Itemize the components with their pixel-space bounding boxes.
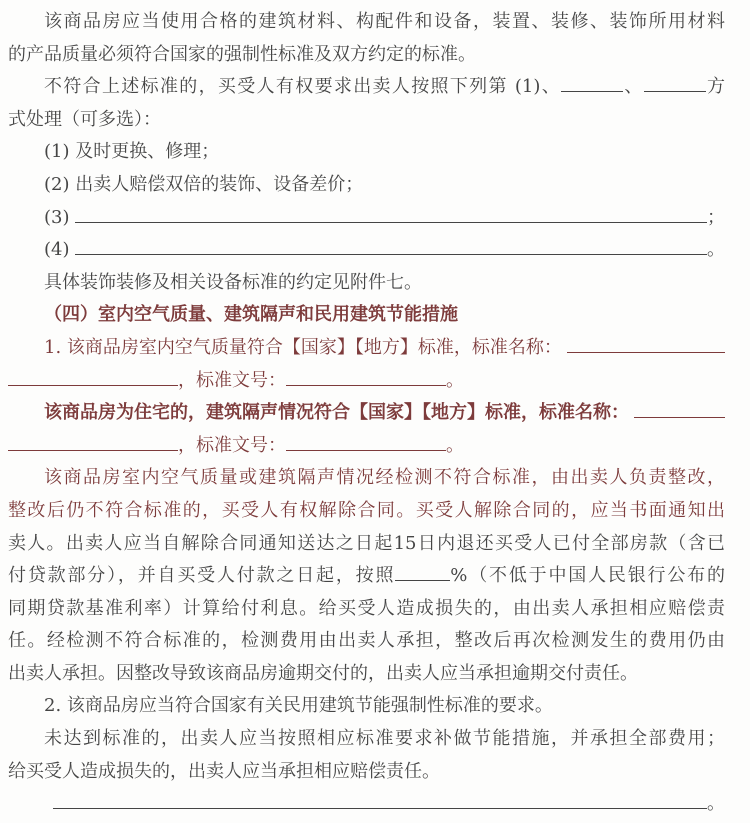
text-run: 该商品房室内空气质量或建筑隔声情况经检测不符合标准，由出卖人负责整改， xyxy=(44,467,725,489)
blank-underline xyxy=(286,367,446,385)
text-run: (1) 及时更换、修理； xyxy=(44,141,220,163)
document-line xyxy=(8,690,725,723)
text-run: 1. 该商品房室内空气质量符合【国家】【地方】标准，标准名称： xyxy=(44,336,562,358)
text-run: 式处理（可多选）： xyxy=(8,108,161,130)
document-line xyxy=(8,788,725,821)
document-line xyxy=(8,71,725,104)
document-line xyxy=(8,365,725,398)
text-run: 同期贷款基准利率）计算给付利息。给买受人造成损失的，由出卖人承担相应赔偿责 xyxy=(8,597,725,619)
text-run: ； xyxy=(707,206,725,228)
text-run: 2. 该商品房应当符合国家有关民用建筑节能强制性标准的要求。 xyxy=(44,695,553,717)
document-line xyxy=(8,462,725,495)
blank-underline xyxy=(395,563,450,581)
document-line xyxy=(8,593,725,626)
text-run: 方 xyxy=(705,76,726,98)
document-line xyxy=(8,430,725,463)
blank-underline xyxy=(634,400,725,418)
document-line xyxy=(8,267,725,300)
document-line xyxy=(8,6,725,39)
text-run: 该商品房应当使用合格的建筑材料、构配件和设备，装置、装修、装饰所用材料 xyxy=(44,11,725,32)
document-line xyxy=(8,560,725,593)
text-run: 不符合上述标准的，买受人有权要求出卖人按照下列第 (1)、 xyxy=(44,76,562,98)
text-run: (2) 出卖人赔偿双倍的装饰、设备差价； xyxy=(44,173,364,195)
blank-underline xyxy=(8,367,178,385)
document-line xyxy=(8,723,725,756)
text-run: 。 xyxy=(707,239,725,261)
blank-underline xyxy=(561,74,623,92)
text-run: 。 xyxy=(707,793,725,815)
document-line xyxy=(8,136,725,169)
document-line xyxy=(8,299,725,332)
document-line xyxy=(8,528,725,561)
text-run: 任。经检测不符合标准的，检测费用由出卖人承担，整改后再次检测发生的费用仍由 xyxy=(8,630,725,652)
blank-underline xyxy=(8,433,178,451)
document-line xyxy=(8,332,725,365)
blank-underline xyxy=(286,433,446,451)
text-run: ，标准文号： xyxy=(178,369,286,391)
document-line xyxy=(8,234,725,267)
text-run: 整改后仍不符合标准的，买受人有权解除合同。买受人解除合同的，应当书面通知出 xyxy=(8,499,725,521)
blank-underline xyxy=(53,791,707,809)
blank-underline xyxy=(75,237,708,255)
blank-underline xyxy=(644,74,706,92)
text-run: 该商品房为住宅的，建筑隔声情况符合【国家】【地方】标准，标准名称： xyxy=(44,402,629,424)
document-line xyxy=(8,397,725,430)
text-run: 给买受人造成损失的，出卖人应当承担相应赔偿责任。 xyxy=(8,760,440,782)
text-run: 、 xyxy=(623,76,644,98)
document-line xyxy=(8,169,725,202)
text-run: 的产品质量必须符合国家的强制性标准及双方约定的标准。 xyxy=(8,43,476,65)
text-run: 出卖人承担。因整改导致该商品房逾期交付的，出卖人应当承担逾期交付责任。 xyxy=(8,662,638,684)
document-line xyxy=(8,39,725,72)
document-line xyxy=(8,104,725,137)
document-line xyxy=(8,625,725,658)
blank-underline xyxy=(75,204,708,222)
text-run: ，标准文号： xyxy=(178,434,286,456)
document-line xyxy=(8,756,725,789)
text-run: (4) xyxy=(44,239,70,261)
document-line xyxy=(8,658,725,691)
text-run: %（不低于中国人民银行公布的 xyxy=(450,565,725,587)
text-run: 卖人。出卖人应当自解除合同通知送达之日起15日内退还买受人已付全部房款（含已 xyxy=(8,532,725,554)
text-run: （四）室内空气质量、建筑隔声和民用建筑节能措施 xyxy=(44,304,458,326)
blank-underline xyxy=(567,335,725,353)
text-run: 。 xyxy=(446,369,464,391)
document-line xyxy=(8,202,725,235)
text-run: 付贷款部分），并自买受人付款之日起，按照 xyxy=(8,565,396,587)
text-run: 。 xyxy=(446,434,464,456)
text-run: 未达到标准的，出卖人应当按照相应标准要求补做节能措施，并承担全部费用； xyxy=(44,728,725,750)
text-run: (3) xyxy=(44,206,70,228)
text-run: 具体装饰装修及相关设备标准的约定见附件七。 xyxy=(44,271,422,293)
document-line xyxy=(8,495,725,528)
